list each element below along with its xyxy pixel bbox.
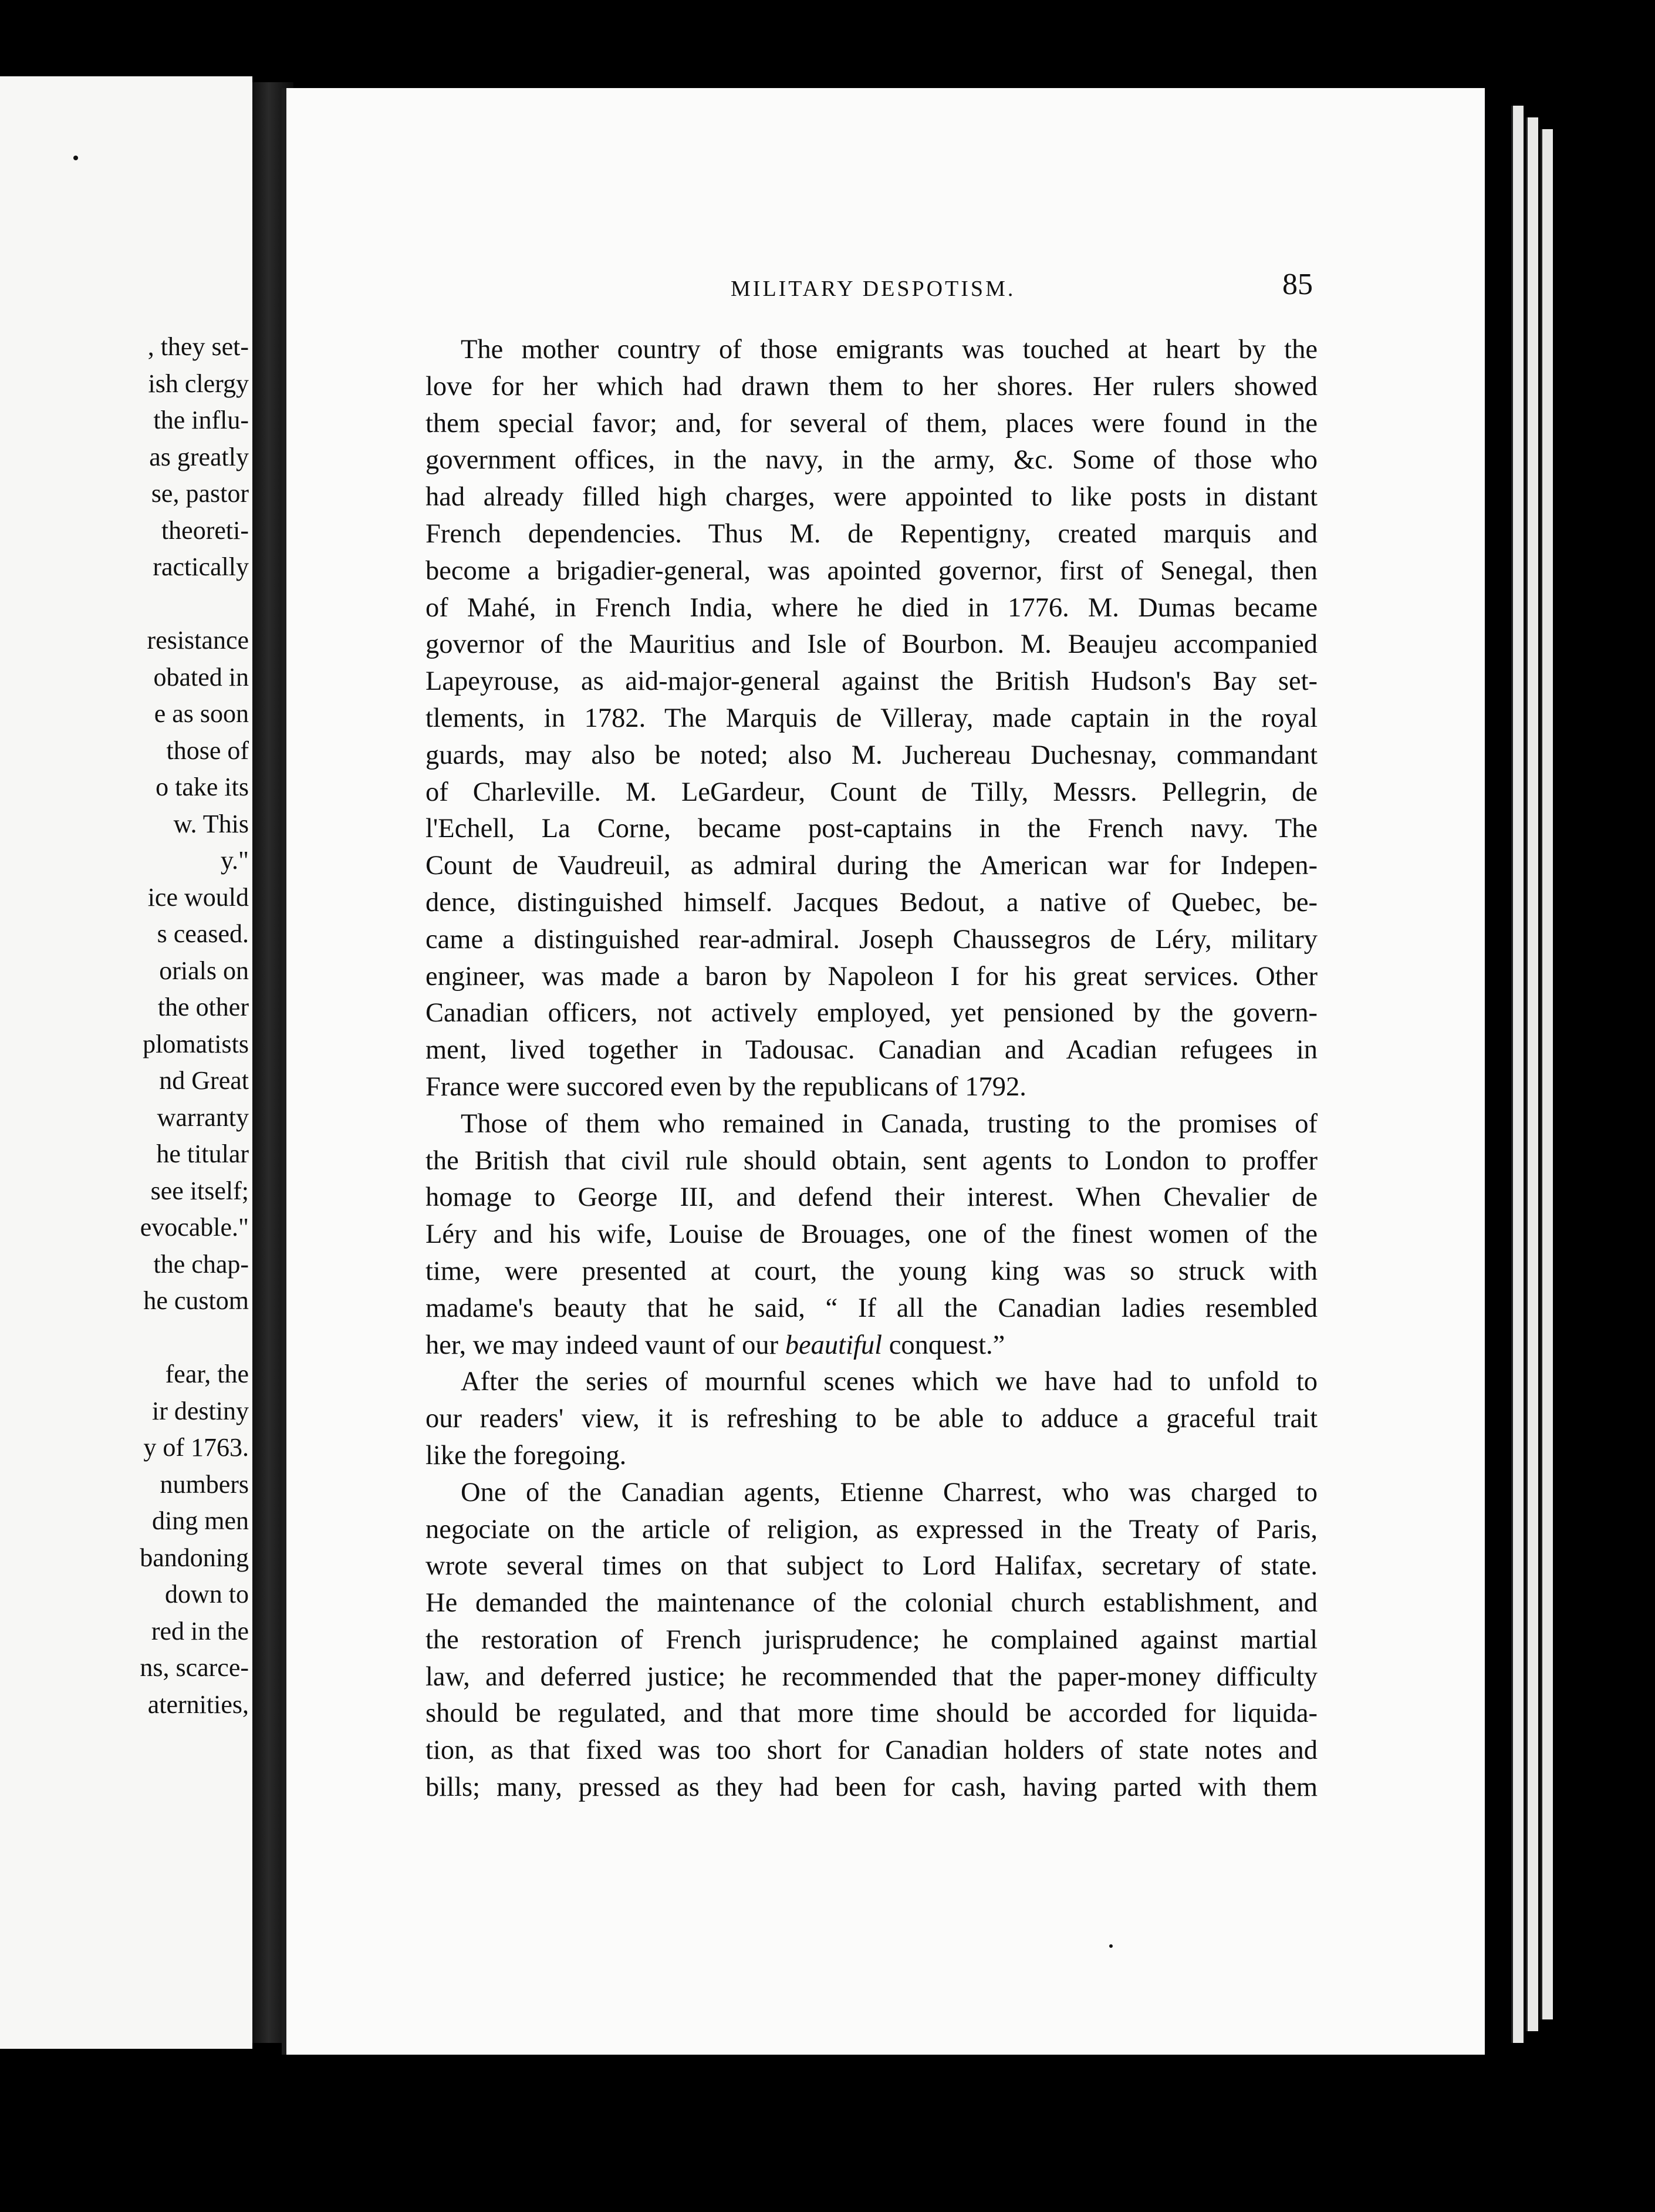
left-page-line: y of 1763.: [143, 1433, 249, 1462]
body-line: came a distinguished rear-admiral. Joseph Chaussegros de Léry, military: [425, 924, 1318, 955]
body-line: love for her which had drawn them to her shores. Her rulers showed: [425, 371, 1318, 402]
left-page-line: aternities,: [147, 1690, 249, 1719]
left-page-line: ish clergy: [148, 369, 249, 398]
body-line: our readers' view, it is refreshing to be able to adduce a graceful trait: [425, 1404, 1318, 1434]
running-title: MILITARY DESPOTISM.: [731, 276, 1016, 301]
ink-speck: [73, 156, 78, 160]
left-page-line: he custom: [143, 1286, 249, 1315]
body-line: her, we may indeed vaunt of our beautiful conquest.”: [425, 1330, 1005, 1360]
left-page-line: the chap-: [153, 1249, 249, 1279]
body-line: should be regulated, and that more time should be accorded for liquida-: [425, 1698, 1318, 1729]
left-page-line: down to: [165, 1580, 249, 1609]
body-line: guards, may also be noted; also M. Juchereau Duchesnay, commandant: [425, 740, 1318, 770]
left-page-line: se, pastor: [151, 479, 249, 508]
body-line: l'Echell, La Corne, became post-captains in the French navy. The: [425, 814, 1318, 844]
left-page: [0, 76, 252, 2049]
body-line: the restoration of French jurisprudence; he complained against martial: [425, 1624, 1318, 1655]
body-line: governor of the Mauritius and Isle of Bourbon. M. Beaujeu accompanied: [425, 629, 1318, 660]
body-line: homage to George III, and defend their interest. When Chevalier de: [425, 1182, 1318, 1213]
body-line: dence, distinguished himself. Jacques Bedout, a native of Quebec, be-: [425, 887, 1318, 918]
body-line: law, and deferred justice; he recommended that the paper-money difficulty: [425, 1661, 1318, 1692]
body-line: French dependencies. Thus M. de Repentigny, created marquis and: [425, 518, 1318, 549]
page-edge: [1541, 129, 1553, 2019]
left-page-line: ns, scarce-: [140, 1653, 249, 1682]
body-line: the British that civil rule should obtain, sent agents to London to proffer: [425, 1145, 1318, 1176]
left-page-line: as greatly: [149, 442, 249, 471]
left-page-line: plomatists: [143, 1029, 249, 1058]
body-line: of Mahé, in French India, where he died in 1776. M. Dumas became: [425, 592, 1318, 623]
body-line: them special favor; and, for several of them, places were found in the: [425, 408, 1318, 439]
left-page-line: , they set-: [147, 332, 249, 361]
left-page-line: see itself;: [150, 1176, 249, 1205]
left-page-line: the influ-: [153, 406, 249, 434]
body-line: madame's beauty that he said, “ If all the Canadian ladies resembled: [425, 1293, 1318, 1323]
body-line: Those of them who remained in Canada, trusting to the promises of: [461, 1108, 1318, 1139]
body-line: bills; many, pressed as they had been for cash, having parted with them: [425, 1772, 1318, 1803]
body-line: Lapeyrouse, as aid-major-general against the British Hudson's Bay set-: [425, 666, 1318, 697]
body-line: negociate on the article of religion, as expressed in the Treaty of Paris,: [425, 1514, 1318, 1545]
left-page-line: those of: [166, 736, 249, 765]
page-edge: [1511, 106, 1524, 2043]
body-line: Léry and his wife, Louise de Brouages, one of the finest women of the: [425, 1219, 1318, 1250]
left-page-line: w. This: [173, 809, 249, 838]
body-text: [425, 332, 1318, 1806]
body-line: Canadian officers, not actively employed, yet pensioned by the govern-: [425, 998, 1318, 1029]
body-line: He demanded the maintenance of the colonial church establishment, and: [425, 1588, 1318, 1618]
left-page-line: obated in: [153, 662, 249, 692]
left-page-line: red in the: [151, 1616, 249, 1645]
body-line: become a brigadier-general, was apointed governor, first of Senegal, then: [425, 555, 1318, 586]
left-page-line: s ceased.: [157, 919, 249, 948]
body-line: had already filled high charges, were appointed to like posts in distant: [425, 482, 1318, 512]
body-line: like the foregoing.: [425, 1440, 627, 1471]
body-line: wrote several times on that subject to Lord Halifax, secretary of state.: [425, 1551, 1318, 1582]
left-page-line: numbers: [160, 1469, 249, 1499]
page-edge: [1526, 117, 1538, 2031]
left-page-line: [2, 586, 249, 623]
left-page-text: [2, 329, 249, 1723]
left-page-line: ir destiny: [152, 1396, 249, 1425]
ink-speck: [1109, 1944, 1113, 1948]
left-page-line: o take its: [156, 773, 249, 801]
left-page-line: ding men: [152, 1506, 249, 1535]
left-page-line: orials on: [159, 956, 249, 985]
left-page-line: ice would: [147, 882, 249, 912]
body-line: One of the Canadian agents, Etienne Charrest, who was charged to: [461, 1477, 1318, 1508]
left-page-line: bandoning: [140, 1543, 249, 1572]
body-line: France were succored even by the republicans of 1792.: [425, 1071, 1026, 1102]
body-line: time, were presented at court, the young king was so struck with: [425, 1256, 1318, 1286]
left-page-line: fear, the: [165, 1360, 249, 1388]
left-page-line: ractically: [153, 552, 249, 581]
left-page-line: [2, 1320, 249, 1357]
left-page-line: warranty: [157, 1102, 249, 1132]
left-page-line: he titular: [156, 1139, 249, 1168]
left-page-line: nd Great: [159, 1066, 249, 1095]
body-line: tion, as that fixed was too short for Canadian holders of state notes and: [425, 1735, 1318, 1766]
left-page-line: e as soon: [154, 699, 249, 728]
left-page-line: y.": [220, 846, 249, 875]
body-line: engineer, was made a baron by Napoleon I for his great services. Other: [425, 961, 1318, 992]
body-line: ment, lived together in Tadousac. Canadian and Acadian refugees in: [425, 1035, 1318, 1065]
body-line: After the series of mournful scenes which we have had to unfold to: [461, 1367, 1318, 1397]
body-line: tlements, in 1782. The Marquis de Villeray, made captain in the royal: [425, 703, 1318, 733]
left-page-line: theoreti-: [161, 515, 249, 545]
page-number: 85: [1282, 268, 1313, 301]
body-line: Count de Vaudreuil, as admiral during the American war for Indepen-: [425, 851, 1318, 881]
left-page-line: resistance: [147, 626, 249, 655]
body-line: The mother country of those emigrants was touched at heart by the: [461, 335, 1318, 365]
body-line: government offices, in the navy, in the army, &c. Some of those who: [425, 445, 1318, 476]
left-page-line: evocable.": [140, 1213, 249, 1242]
left-page-line: the other: [157, 993, 249, 1021]
body-line: of Charleville. M. LeGardeur, Count de Tilly, Messrs. Pellegrin, de: [425, 777, 1318, 807]
